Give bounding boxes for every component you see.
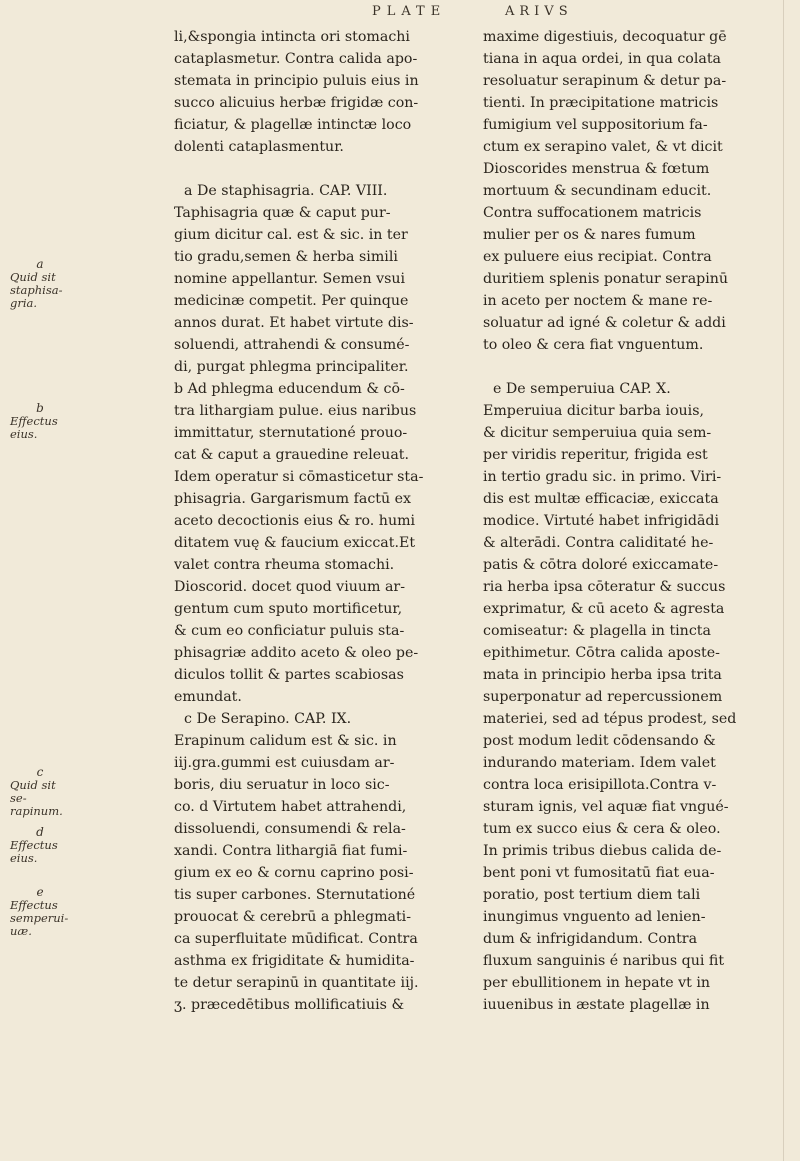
text-line: iuuenibus in æstate plagellæ in: [483, 997, 710, 1013]
text-line: li,&spongia intincta ori stomachi: [174, 29, 410, 45]
text-line: gentum cum sputo mortificetur,: [174, 601, 403, 617]
text-line: Emperuiua dicitur barba iouis,: [483, 403, 705, 419]
text-line: materiei, sed ad tépus prodest, sed: [483, 711, 737, 727]
text-line: gium dicitur cal. est & sic. in ter: [174, 227, 408, 243]
text-line: tum ex succo eius & cera & oleo.: [483, 821, 721, 837]
text-line: b Ad phlegma educendum & cō-: [174, 381, 405, 397]
margin-letter: e: [36, 885, 44, 899]
text-line: ditatem vuę & faucium exiccat.Et: [174, 535, 416, 551]
header-left: PLATE: [372, 4, 447, 19]
chapter-heading: e De semperuiua CAP. X.: [493, 381, 671, 397]
text-line: dolenti cataplasmentur.: [174, 139, 344, 155]
text-line: & cum eo conficiatur puluis sta-: [174, 623, 405, 639]
text-line: superponatur ad repercussionem: [483, 689, 723, 705]
text-line: annos durat. Et habet virtute dis-: [174, 315, 414, 331]
text-line: emundat.: [174, 689, 242, 705]
text-line: tio gradu,semen & herba simili: [174, 249, 398, 265]
chapter-heading: c De Serapino. CAP. IX.: [184, 711, 352, 727]
text-line: exprimatur, & cū aceto & agresta: [483, 601, 725, 617]
text-line: Idem operatur si cōmasticetur sta-: [174, 469, 424, 485]
text-line: ex puluere eius recipiat. Contra: [483, 249, 712, 265]
text-line: xandi. Contra lithargiā fiat fumi-: [174, 843, 408, 859]
text-line: sturam ignis, vel aquæ fiat vngué-: [483, 799, 729, 815]
chapter-heading: a De staphisagria. CAP. VIII.: [184, 183, 388, 199]
header-right: ARIVS: [505, 4, 573, 19]
text-line: mulier per os & nares fumum: [483, 227, 696, 243]
text-line: duritiem splenis ponatur serapinū: [483, 271, 729, 287]
text-line: mata in principio herba ipsa trita: [483, 667, 722, 683]
text-line: & dicitur semperuiua quia sem-: [483, 425, 712, 441]
text-line: prouocat & cerebrū a phlegmati-: [174, 909, 412, 925]
text-line: indurando materiam. Idem valet: [483, 755, 716, 771]
text-line: inungimus vnguento ad lenien-: [483, 909, 706, 925]
margin-note-text: Effectus eius.: [10, 838, 58, 865]
text-line: boris, diu seruatur in loco sic-: [174, 777, 390, 793]
text-line: modice. Virtuté habet infrigidādi: [483, 513, 720, 529]
text-line: nomine appellantur. Semen vsui: [174, 271, 406, 287]
margin-note-text: Effectus semperui-uæ.: [10, 898, 69, 938]
text-line: valet contra rheuma stomachi.: [174, 557, 395, 573]
text-line: gium ex eo & cornu caprino posi-: [174, 865, 414, 881]
text-line: patis & cōtra doloré exiccamate-: [483, 557, 719, 573]
text-line: Taphisagria quæ & caput pur-: [174, 205, 391, 221]
text-line: Dioscorid. docet quod viuum ar-: [174, 579, 405, 595]
text-line: In primis tribus diebus calida de-: [483, 843, 722, 859]
text-line: & alterādi. Contra caliditaté he-: [483, 535, 714, 551]
right-column: [483, 26, 783, 1016]
text-line: te detur serapinū in quantitate iij.: [174, 975, 419, 991]
margin-note-text: Quid sit staphisa-gria.: [10, 270, 63, 310]
text-line: contra loca erisipillota.Contra v-: [483, 777, 717, 793]
text-line: Erapinum calidum est & sic. in: [174, 733, 397, 749]
text-line: per ebullitionem in hepate vt in: [483, 975, 711, 991]
text-line: comiseatur: & plagella in tincta: [483, 623, 711, 639]
text-line: cat & caput a grauedine releuat.: [174, 447, 409, 463]
text-line: stemata in principio puluis eius in: [174, 73, 419, 89]
text-line: diculos tollit & partes scabiosas: [174, 667, 404, 683]
text-line: fumigium vel suppositorium fa-: [483, 117, 708, 133]
text-line: dum & infrigidandum. Contra: [483, 931, 698, 947]
text-line: phisagria. Gargarismum factū ex: [174, 491, 412, 507]
margin-note-d: [10, 826, 70, 865]
text-line: post modum ledit cōdensando &: [483, 733, 716, 749]
text-line: phisagriæ addito aceto & oleo pe-: [174, 645, 419, 661]
text-line: medicinæ competit. Per quinque: [174, 293, 409, 309]
text-line: soluendi, attrahendi & consumé-: [174, 337, 410, 353]
text-line: to oleo & cera fiat vnguentum.: [483, 337, 704, 353]
margin-note-text: Quid sit se-rapinum.: [10, 778, 63, 818]
text-line: in tertio gradu sic. in primo. Viri-: [483, 469, 722, 485]
text-line: tis super carbones. Sternutationé: [174, 887, 416, 903]
text-line: [483, 356, 783, 378]
text-line: ria herba ipsa cōteratur & succus: [483, 579, 726, 595]
text-line: bent poni vt fumositatū fiat eua-: [483, 865, 715, 881]
text-line: ca superfluitate mūdificat. Contra: [174, 931, 418, 947]
text-line: dis est multæ efficaciæ, exiccata: [483, 491, 719, 507]
text-line: in aceto per noctem & mane re-: [483, 293, 713, 309]
text-line: tienti. In præcipitatione matricis: [483, 95, 719, 111]
text-line: cataplasmetur. Contra calida apo-: [174, 51, 418, 67]
margin-note-e: [10, 886, 70, 938]
left-column: [174, 26, 474, 1016]
text-line: iij.gra.gummi est cuiusdam ar-: [174, 755, 395, 771]
text-line: resoluatur serapinum & detur pa-: [483, 73, 727, 89]
margin-letter: c: [36, 765, 44, 779]
text-line: poratio, post tertium diem tali: [483, 887, 701, 903]
text-line: mortuum & secundinam educit.: [483, 183, 712, 199]
text-line: aceto decoctionis eius & ro. humi: [174, 513, 416, 529]
margin-note-text: Effectus eius.: [10, 414, 58, 441]
text-line: ʒ. præcedētibus mollificatiuis &: [174, 997, 405, 1013]
text-line: Contra suffocationem matricis: [483, 205, 702, 221]
text-line: succo alicuius herbæ frigidæ con-: [174, 95, 419, 111]
text-line: maxime digestiuis, decoquatur gē: [483, 29, 727, 45]
text-line: dissoluendi, consumendi & rela-: [174, 821, 406, 837]
text-line: tra lithargiam pulue. eius naribus: [174, 403, 417, 419]
text-line: asthma ex frigiditate & humidita-: [174, 953, 415, 969]
text-line: tiana in aqua ordei, in qua colata: [483, 51, 722, 67]
margin-letter: a: [36, 257, 44, 271]
text-line: epithimetur. Cōtra calida aposte-: [483, 645, 720, 661]
text-line: immittatur, sternutationé prouo-: [174, 425, 408, 441]
text-line: ficiatur, & plagellæ intinctæ loco: [174, 117, 412, 133]
margin-note-a: [10, 258, 70, 310]
text-line: [174, 158, 474, 180]
margin-note-b: [10, 402, 70, 441]
text-line: soluatur ad igné & coletur & addi: [483, 315, 726, 331]
margin-note-c: [10, 766, 70, 818]
text-line: fluxum sanguinis é naribus qui fit: [483, 953, 725, 969]
text-line: co. d Virtutem habet attrahendi,: [174, 799, 407, 815]
text-line: ctum ex serapino valet, & vt dicit: [483, 139, 723, 155]
text-line: per viridis reperitur, frigida est: [483, 447, 708, 463]
margin-letter: b: [36, 401, 44, 415]
margin-letter: d: [36, 825, 44, 839]
page-edge: [783, 0, 784, 1161]
text-line: di, purgat phlegma principaliter.: [174, 359, 409, 375]
text-line: Dioscorides menstrua & fœtum: [483, 161, 710, 177]
